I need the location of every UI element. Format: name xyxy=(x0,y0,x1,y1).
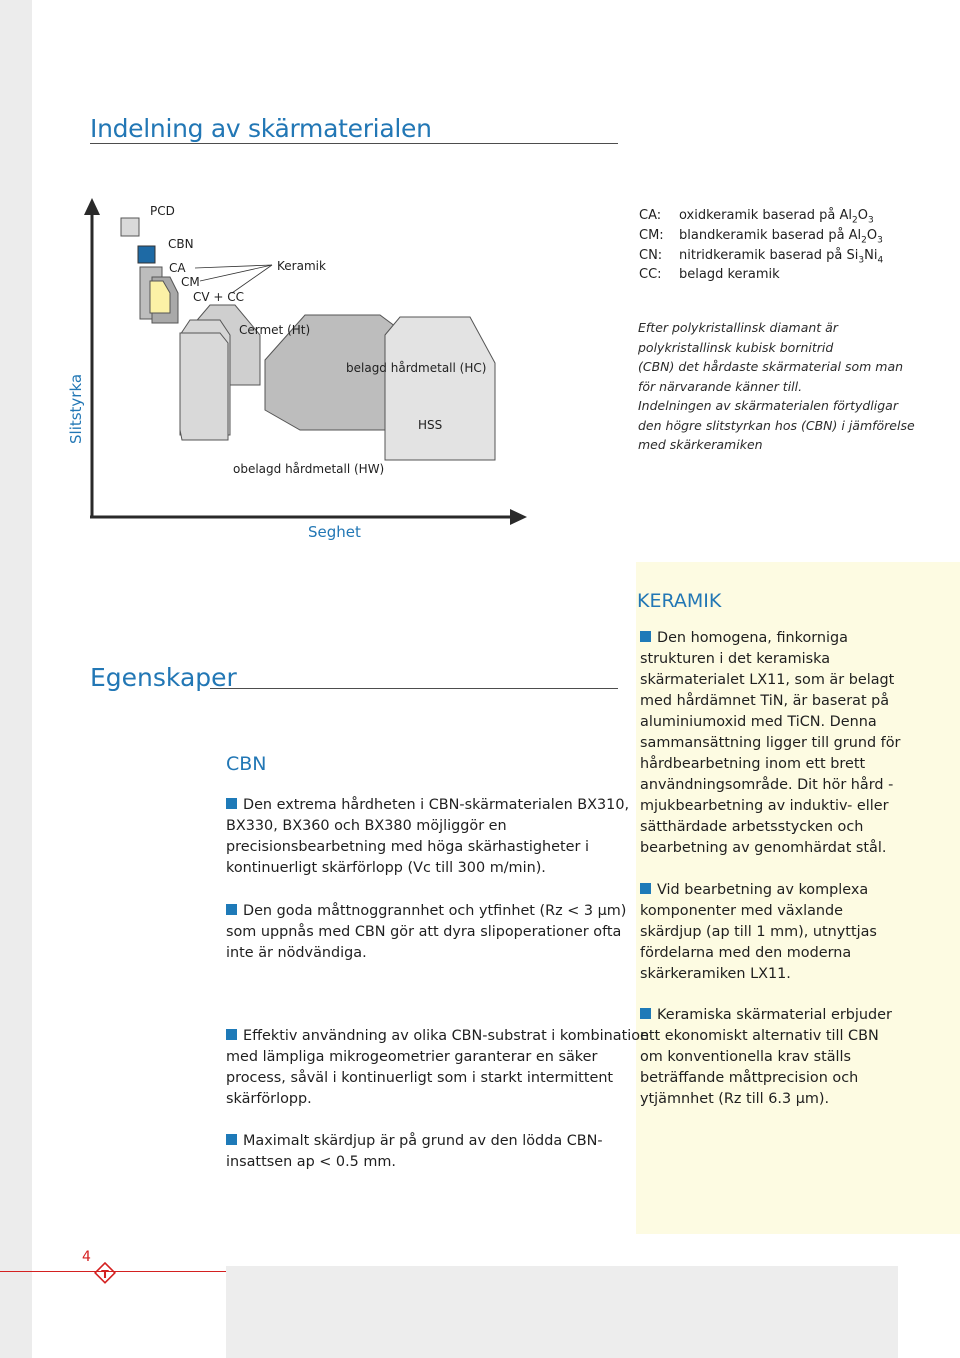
cbn-bullet-2: Den goda måttnoggrannhet och ytfinhet (Rz < 3 μm) som uppnås med CBN gör att dyra slipoperationer ofta inte är nödvändiga. xyxy=(226,903,627,961)
y-axis-arrow xyxy=(84,198,100,215)
label-cm: CM xyxy=(181,275,200,289)
label-keramik: Keramik xyxy=(277,259,326,273)
bullet-square-icon xyxy=(640,631,651,642)
label-pcd: PCD xyxy=(150,204,175,218)
shape-hss xyxy=(385,317,495,460)
bullet-square-icon xyxy=(226,904,237,915)
note-line: Efter polykristallinsk diamant är xyxy=(638,320,838,335)
note-line: (CBN) det hårdaste skärmaterial som man xyxy=(638,359,904,374)
page-title: Indelning av skärmaterialen xyxy=(90,114,432,143)
egenskaper-heading: Egenskaper xyxy=(90,663,237,692)
company-logo-icon xyxy=(94,1262,116,1284)
egenskaper-rule xyxy=(210,688,618,689)
keramik-bullet-2: Vid bearbetning av komplexa komponenter med växlande skärdjup (ap till 1 mm), utnyttjas fördelarna med den moderna skärkeramiken LX11. xyxy=(640,882,877,982)
footer-grey-box xyxy=(226,1266,898,1358)
left-margin-strip xyxy=(0,0,32,1358)
note-line: för närvarande känner till. xyxy=(638,378,803,394)
shape-cbn xyxy=(138,246,155,263)
y-axis-label: Slitstyrka xyxy=(67,373,85,444)
note-line: den högre slitstyrkan hos (CBN) i jämförelse xyxy=(638,417,915,433)
legend-row-cm: CM: blandkeramik baserad på $Al_2O_3$ xyxy=(639,228,883,246)
label-obelagd-hardmetall: obelagd hårdmetall (HW) xyxy=(233,462,385,476)
legend-row-cn: CN: nitridkeramik baserad på $Si_3Ni_4$ xyxy=(639,248,884,266)
bullet-square-icon xyxy=(640,883,651,894)
cbn-bullet-4: Maximalt skärdjup är på grund av den lödda CBN- insattsen ap < 0.5 mm. xyxy=(226,1133,603,1170)
note-line: Indelningen av skärmaterialen förtydligar xyxy=(638,398,898,413)
x-axis-label: Seghet xyxy=(308,523,361,541)
label-ca: CA xyxy=(169,261,186,275)
label-belagd-hardmetall: belagd hårdmetall (HC) xyxy=(346,361,487,375)
note-line: med skärkeramiken xyxy=(638,437,763,452)
label-hss: HSS xyxy=(418,418,443,432)
label-cermet: Cermet (Ht) xyxy=(239,323,311,337)
note-line: polykristallinsk kubisk bornitrid xyxy=(638,339,834,355)
page-number: 4 xyxy=(82,1249,91,1265)
cbn-bullet-3: Effektiv användning av olika CBN-substrat i kombination med lämpliga mikrogeometrier garanterar en säker process, såväl i kontinuerligt som i starkt intermittent skärförlopp. xyxy=(226,1028,650,1107)
keramik-heading: KERAMIK xyxy=(637,590,722,612)
label-cv-cc: CV + CC xyxy=(193,290,245,304)
label-cbn: CBN xyxy=(168,237,194,251)
shape-cermet-front xyxy=(180,333,228,440)
keramik-bullet-3: Keramiska skärmaterial erbjuder ett ekonomiskt alternativ till CBN om konventionella krav ställs beträffande måttprecision och ytjämnhet (Rz till 6.3 μm). xyxy=(640,1007,892,1107)
legend-row-ca: CA: oxidkeramik baserad på $Al_2O_3$ xyxy=(639,208,874,226)
keramik-bullet-1: Den homogena, finkorniga strukturen i det keramiska skärmaterialet LX11, som är belagt med hårdämnet TiN, är baserat på aluminiumoxid med TiCN. Denna sammansättning ligger till grund för hårdbearbetning inom ett brett användningsområde. Dit hör hård - mjukbearbetning av induktiv- eller sätthärdade arbetsstycken och bearbetning av genomhärdat stål. xyxy=(640,630,901,856)
svg-text:T: T xyxy=(101,1268,109,1281)
diagram-note xyxy=(638,318,915,455)
shape-pcd xyxy=(121,218,139,236)
bullet-square-icon xyxy=(226,798,237,809)
cbn-heading: CBN xyxy=(226,753,267,775)
bullet-square-icon xyxy=(226,1029,237,1040)
bullet-square-icon xyxy=(640,1008,651,1019)
legend-row-cc: CC: belagd keramik xyxy=(639,267,780,282)
cbn-bullet-1: Den extrema hårdheten i CBN-skärmaterialen BX310, BX330, BX360 och BX380 möjliggör en precisionsbearbetning med höga skärhastigheter i kontinuerligt skärförlopp (Vc till 300 m/min). xyxy=(226,797,630,876)
title-rule xyxy=(90,143,618,144)
bullet-square-icon xyxy=(226,1134,237,1145)
x-axis-arrow xyxy=(510,509,527,525)
